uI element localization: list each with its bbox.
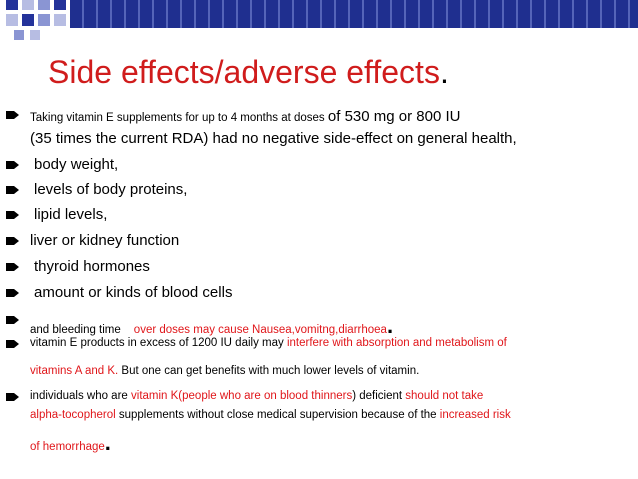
bullet-icon: [6, 161, 14, 169]
header-band: [70, 0, 638, 28]
bullet-item-9-line-2: [30, 365, 419, 377]
bullet-item-2: body weight,: [34, 156, 119, 173]
bullet-text: supplements without close medical supervision because of the: [115, 409, 440, 421]
bullet-item-5: liver or kidney function: [30, 232, 180, 249]
header-decoration: [0, 0, 638, 44]
slide-title: [48, 54, 449, 91]
bullet-item-1-line-2: (35 times the current RDA) had no negative side-effect on general health,: [30, 130, 517, 147]
bullet-icon: [6, 316, 14, 324]
bullet-text: Taking vitamin E supplements for up to 4 months at doses: [30, 112, 328, 124]
deco-square: [38, 0, 50, 10]
bullet-item-10-line-2: [30, 409, 511, 421]
deco-square: [30, 30, 40, 40]
bullet-item-4: lipid levels,: [34, 206, 108, 223]
bullet-icon: [6, 263, 14, 271]
bullet-text-red: of hemorrhage: [30, 441, 105, 453]
bullet-text: ) deficient: [352, 390, 406, 402]
deco-square: [38, 14, 50, 26]
bullet-text: vitamin E products in excess of 1200 IU daily may: [30, 337, 287, 349]
deco-square: [22, 0, 34, 10]
bullet-item-9-line-1: [30, 337, 507, 349]
bullet-item-7: amount or kinds of blood cells: [34, 284, 233, 301]
bullet-text-red: interfere with absorption and metabolism of: [286, 337, 507, 349]
bullet-icon: [6, 211, 14, 219]
bullet-icon: [6, 289, 14, 297]
bullet-text: of 530 mg or 800 IU: [327, 108, 461, 125]
bullet-icon: [6, 340, 14, 348]
bullet-period: .: [104, 430, 111, 455]
bullet-text-red: increased risk: [439, 409, 511, 421]
bullet-text-red: should not take: [405, 390, 484, 402]
bullet-text-red: vitamins A and K.: [30, 365, 119, 377]
deco-square: [6, 14, 18, 26]
bullet-text: and bleeding time: [30, 324, 121, 336]
bullet-text-red: over doses may cause Nausea,vomitng,diarrhoea: [133, 324, 387, 336]
bullet-text-red: vitamin K(people who are on blood thinners: [131, 390, 353, 402]
bullet-icon: [6, 111, 14, 119]
bullet-period: .: [386, 313, 394, 338]
bullet-item-8: [30, 313, 393, 339]
deco-square: [22, 14, 34, 26]
deco-square: [54, 0, 66, 10]
bullet-item-10-line-3: [30, 430, 111, 456]
bullet-icon: [6, 237, 14, 245]
bullet-icon: [6, 186, 14, 194]
bullet-text: But one can get benefits with much lower levels of vitamin.: [118, 365, 420, 377]
bullet-text: individuals who are: [30, 390, 132, 402]
bullet-item-10-line-1: [30, 390, 483, 402]
deco-square: [6, 0, 18, 10]
bullet-icon: [6, 393, 14, 401]
bullet-text-red: alpha-tocopherol: [30, 409, 116, 421]
bullet-item-3: levels of body proteins,: [34, 181, 188, 198]
bullet-item-1-line-1: [30, 108, 460, 125]
title-period: .: [439, 54, 449, 90]
deco-square: [14, 30, 24, 40]
bullet-item-6: thyroid hormones: [34, 258, 150, 275]
deco-square: [54, 14, 66, 26]
title-text: Side effects/adverse effects: [48, 54, 440, 90]
